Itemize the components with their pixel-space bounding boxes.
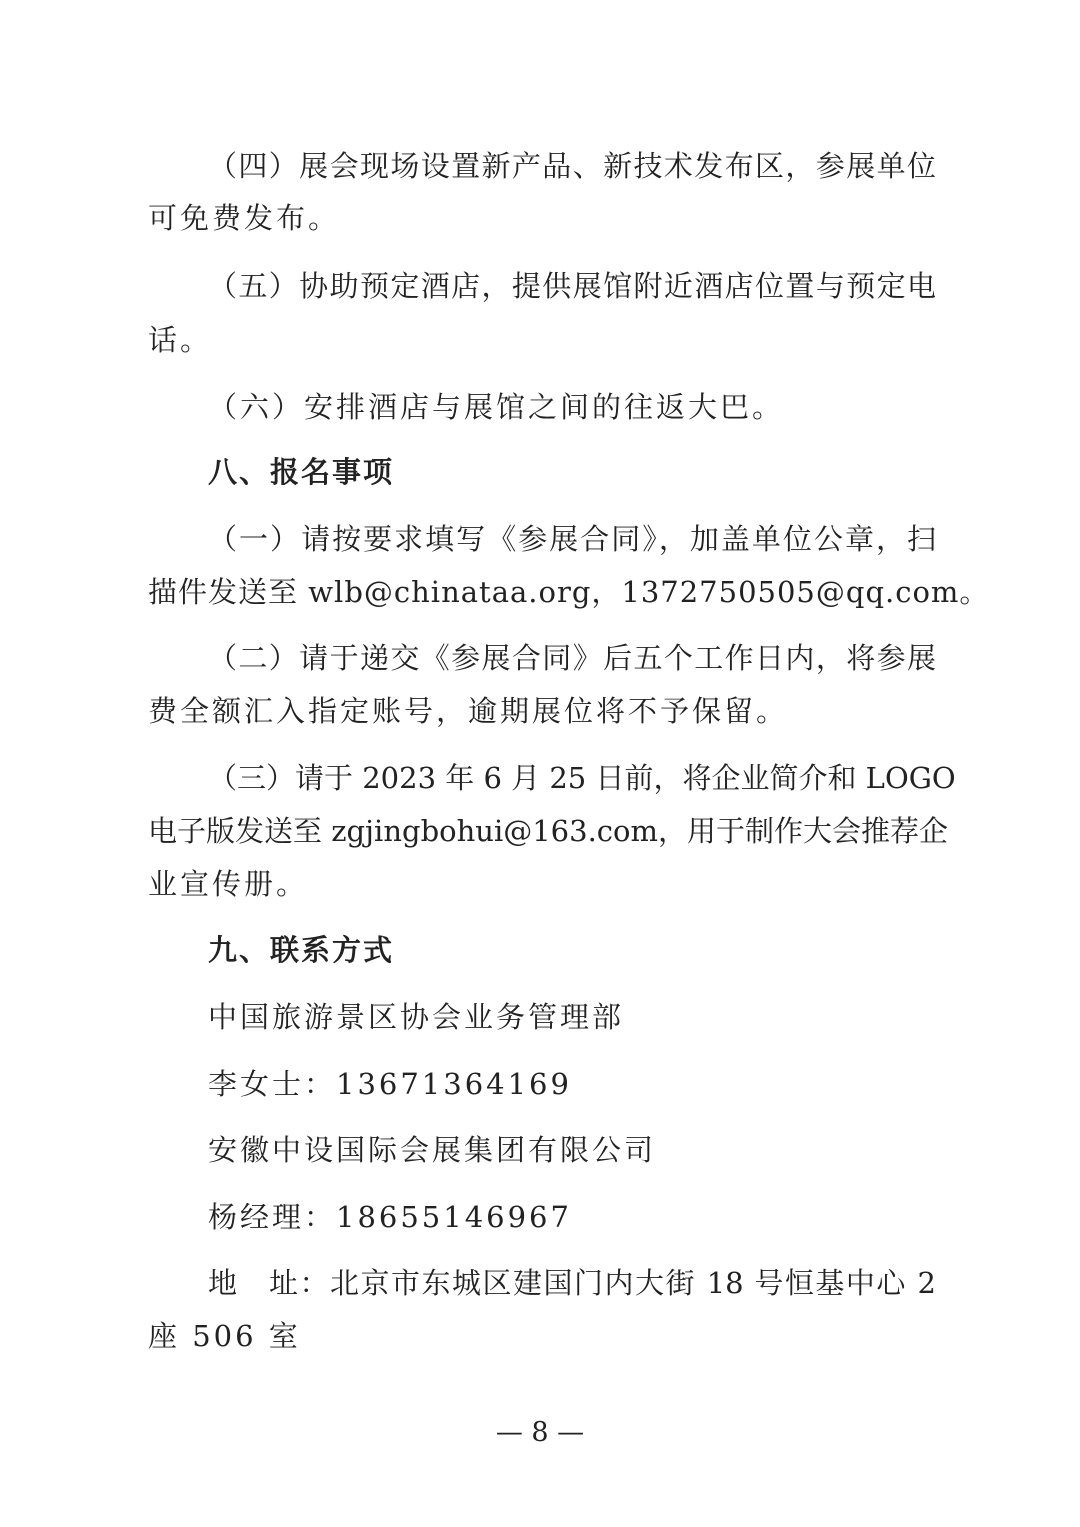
paragraph-5-line-1: （五）协助预定酒店，提供展馆附近酒店位置与预定电 bbox=[208, 269, 936, 303]
contact-person-2: 杨经理：18655146967 bbox=[208, 1200, 572, 1234]
contact-org-1: 中国旅游景区协会业务管理部 bbox=[208, 1000, 625, 1034]
section-8-item-3-line-2: 电子版发送至 zgjingbohui@163.com，用于制作大会推荐企 bbox=[148, 814, 948, 848]
section-8-item-1-line-1: （一）请按要求填写《参展合同》，加盖单位公章，扫 bbox=[208, 522, 936, 556]
address-line-2: 座 506 室 bbox=[148, 1319, 301, 1353]
page-number: — 8 — bbox=[495, 1417, 585, 1448]
section-9-heading: 九、联系方式 bbox=[208, 933, 395, 967]
section-8-heading: 八、报名事项 bbox=[208, 455, 395, 489]
contact-person-1: 李女士：13671364169 bbox=[208, 1067, 572, 1101]
section-8-item-3-line-3: 业宣传册。 bbox=[148, 867, 309, 901]
paragraph-4-line-2: 可免费发布。 bbox=[148, 201, 341, 235]
paragraph-4-line-1: （四）展会现场设置新产品、新技术发布区，参展单位 bbox=[208, 149, 936, 183]
section-8-item-2-line-2: 费全额汇入指定账号，逾期展位将不予保留。 bbox=[148, 694, 789, 728]
paragraph-5-line-2: 话。 bbox=[148, 323, 213, 357]
address-line-1: 地 址：北京市东城区建国门内大街 18 号恒基中心 2 bbox=[208, 1266, 936, 1300]
contact-org-2: 安徽中设国际会展集团有限公司 bbox=[208, 1133, 657, 1167]
section-8-item-1-line-2: 描件发送至 wlb@chinataa.org，1372750505@qq.com。 bbox=[148, 575, 990, 609]
section-8-item-3-line-1: （三）请于 2023 年 6 月 25 日前，将企业简介和 LOGO bbox=[208, 761, 956, 795]
section-8-item-2-line-1: （二）请于递交《参展合同》后五个工作日内，将参展 bbox=[208, 641, 936, 675]
paragraph-6-line-1: （六）安排酒店与展馆之间的往返大巴。 bbox=[208, 390, 785, 424]
